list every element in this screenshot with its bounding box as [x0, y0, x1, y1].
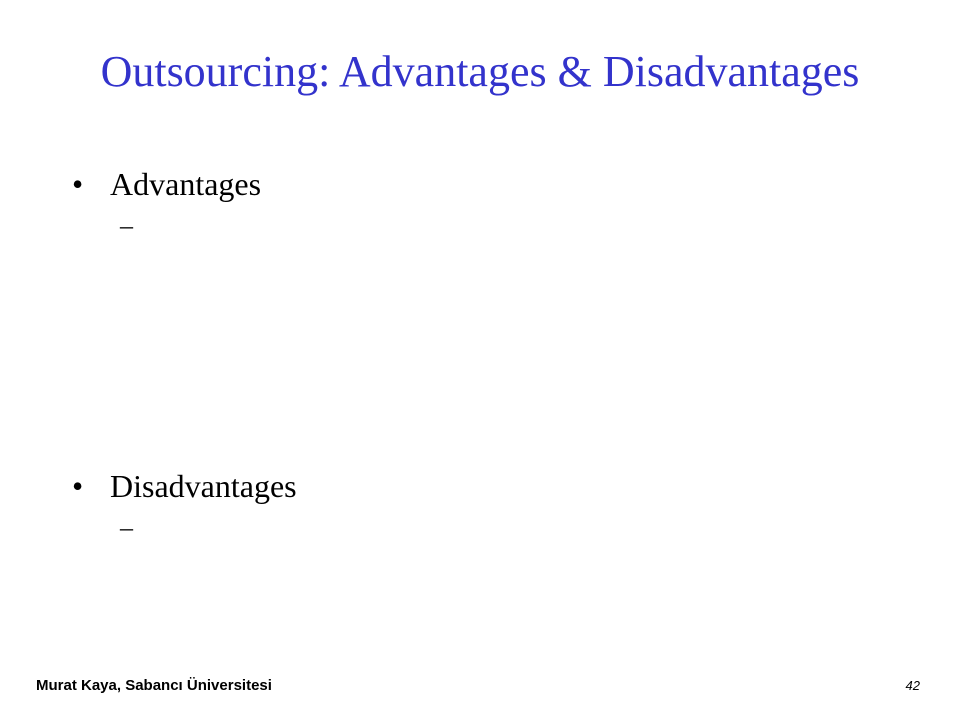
bullet-dot-icon: • — [72, 468, 84, 504]
bullet-disadvantages — [72, 466, 297, 506]
footer-author: Murat Kaya, Sabancı Üniversitesi — [36, 677, 272, 694]
bullet-disadvantages-label: Disadvantages — [110, 468, 297, 504]
sub-bullet-advantages: – — [120, 211, 133, 240]
sub-bullet-disadvantages: – — [120, 513, 133, 542]
bullet-dot-icon: • — [72, 166, 84, 202]
page-number: 42 — [905, 678, 920, 693]
bullet-advantages — [72, 164, 261, 204]
bullet-advantages-label: Advantages — [110, 166, 262, 202]
slide-title: Outsourcing: Advantages & Disadvantages — [100, 47, 860, 96]
